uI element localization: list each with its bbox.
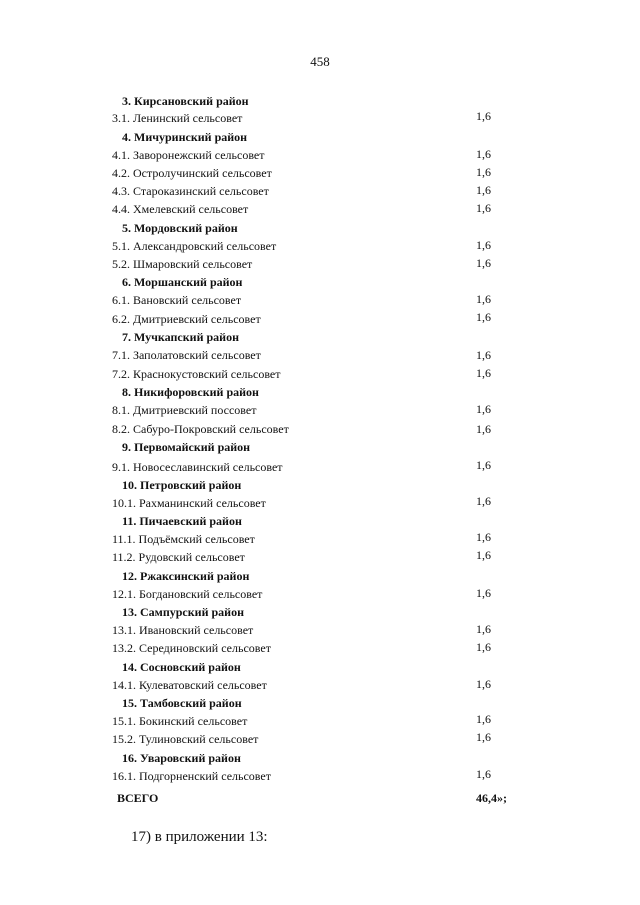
district-name: 16. Уваровский район (122, 751, 241, 765)
council-value: 1,6 (476, 530, 491, 544)
council-row (0, 164, 640, 182)
district-heading (0, 476, 640, 494)
total-label: ВСЕГО (117, 791, 159, 805)
council-name: 9.1. Новосеславинский сельсовет (112, 460, 283, 474)
district-name: 15. Тамбовский район (122, 696, 242, 710)
next-amendment-line: 17) в приложении 13: (131, 829, 268, 845)
council-value: 1,6 (476, 366, 491, 380)
district-heading (0, 658, 640, 676)
district-name: 4. Мичуринский район (122, 130, 248, 144)
council-row (0, 712, 640, 730)
district-heading (0, 438, 640, 456)
district-heading (0, 92, 640, 110)
council-name: 13.1. Ивановский сельсовет (112, 623, 254, 637)
council-value: 1,6 (476, 165, 491, 179)
council-name: 6.1. Вановский сельсовет (112, 293, 242, 307)
council-row (0, 182, 640, 200)
district-heading (0, 328, 640, 346)
district-name: 3. Кирсановский район (122, 94, 249, 108)
council-row (0, 310, 640, 328)
council-name: 8.2. Сабуро-Покровский сельсовет (112, 422, 289, 436)
council-value: 1,6 (476, 622, 491, 636)
district-heading (0, 694, 640, 712)
council-row (0, 730, 640, 748)
council-name: 12.1. Богдановский сельсовет (112, 587, 263, 601)
council-row (0, 255, 640, 273)
council-value: 1,6 (476, 458, 491, 472)
council-name: 4.2. Остролучинский сельсовет (112, 166, 272, 180)
council-value: 1,6 (476, 310, 491, 324)
council-value: 1,6 (476, 109, 491, 123)
district-name: 7. Мучкапский район (122, 330, 239, 344)
district-name: 12. Ржаксинский район (122, 569, 250, 583)
district-heading (0, 128, 640, 146)
council-row (0, 767, 640, 785)
council-name: 14.1. Кулеватовский сельсовет (112, 678, 267, 692)
council-row (0, 420, 640, 438)
council-value: 1,6 (476, 640, 491, 654)
council-row (0, 365, 640, 383)
district-name: 10. Петровский район (122, 478, 242, 492)
council-name: 13.2. Серединовский сельсовет (112, 641, 271, 655)
council-name: 11.1. Подъёмский сельсовет (112, 532, 255, 546)
council-value: 1,6 (476, 292, 491, 306)
council-row (0, 585, 640, 603)
council-value: 1,6 (476, 712, 491, 726)
council-value: 1,6 (476, 422, 491, 436)
council-value: 1,6 (476, 767, 491, 781)
council-value: 1,6 (476, 256, 491, 270)
council-name: 5.1. Александровский сельсовет (112, 239, 277, 253)
council-value: 1,6 (476, 201, 491, 215)
district-heading (0, 567, 640, 585)
council-row (0, 109, 640, 127)
council-value: 1,6 (476, 730, 491, 744)
total-row (0, 789, 640, 807)
council-name: 11.2. Рудовский сельсовет (112, 550, 245, 564)
council-name: 15.2. Тулиновский сельсовет (112, 732, 259, 746)
council-row (0, 676, 640, 694)
council-value: 1,6 (476, 677, 491, 691)
district-name: 5. Мордовский район (122, 221, 238, 235)
district-name: 6. Моршанский район (122, 275, 243, 289)
council-name: 7.2. Краснокустовский сельсовет (112, 367, 281, 381)
council-row (0, 237, 640, 255)
council-row (0, 494, 640, 512)
council-row (0, 346, 640, 364)
council-row (0, 291, 640, 309)
council-row (0, 639, 640, 657)
council-name: 4.3. Староказинский сельсовет (112, 184, 269, 198)
district-name: 9. Первомайский район (122, 440, 251, 454)
council-row (0, 401, 640, 419)
council-name: 4.4. Хмелевский сельсовет (112, 202, 249, 216)
council-name: 4.1. Заворонежский сельсовет (112, 148, 265, 162)
council-value: 1,6 (476, 402, 491, 416)
council-value: 1,6 (476, 494, 491, 508)
council-name: 6.2. Дмитриевский сельсовет (112, 312, 261, 326)
council-value: 1,6 (476, 147, 491, 161)
council-name: 16.1. Подгорненский сельсовет (112, 769, 271, 783)
council-row (0, 548, 640, 566)
council-name: 15.1. Бокинский сельсовет (112, 714, 248, 728)
page-number: 458 (310, 54, 330, 69)
district-heading (0, 749, 640, 767)
council-name: 10.1. Рахманинский сельсовет (112, 496, 266, 510)
district-name: 11. Пичаевский район (122, 514, 242, 528)
council-value: 1,6 (476, 183, 491, 197)
district-heading (0, 383, 640, 401)
district-heading (0, 273, 640, 291)
council-name: 8.1. Дмитриевский поссовет (112, 403, 257, 417)
council-row (0, 621, 640, 639)
council-name: 3.1. Ленинский сельсовет (112, 111, 243, 125)
council-name: 5.2. Шмаровский сельсовет (112, 257, 253, 271)
district-name: 8. Никифоровский район (122, 385, 259, 399)
total-value: 46,4»; (476, 791, 507, 805)
council-value: 1,6 (476, 238, 491, 252)
council-value: 1,6 (476, 348, 491, 362)
district-name: 14. Сосновский район (122, 660, 241, 674)
district-name: 13. Сампурский район (122, 605, 244, 619)
council-row (0, 146, 640, 164)
district-heading (0, 219, 640, 237)
district-heading (0, 603, 640, 621)
council-row (0, 200, 640, 218)
council-name: 7.1. Заполатовский сельсовет (112, 348, 261, 362)
council-value: 1,6 (476, 586, 491, 600)
council-value: 1,6 (476, 548, 491, 562)
district-heading (0, 512, 640, 530)
council-row (0, 530, 640, 548)
council-row (0, 458, 640, 476)
